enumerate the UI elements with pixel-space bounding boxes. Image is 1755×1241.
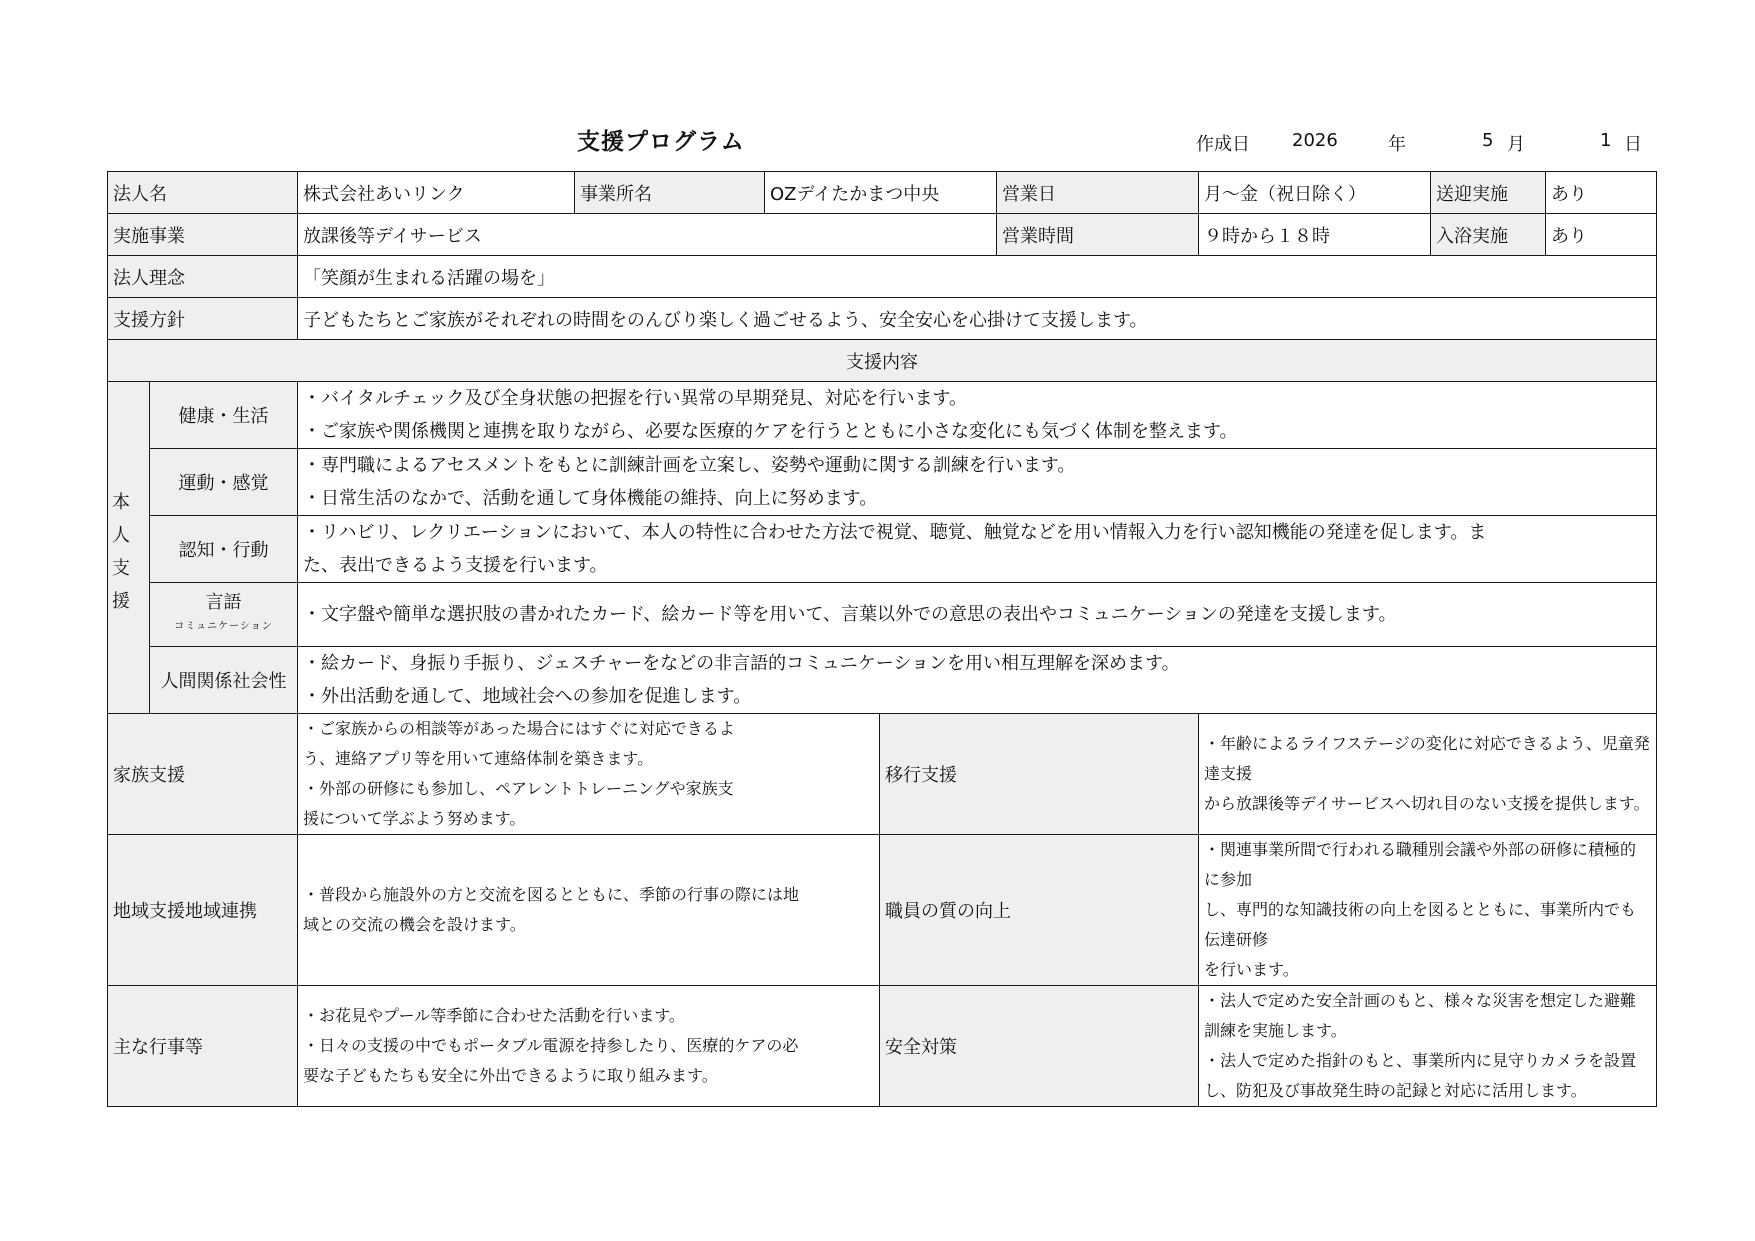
policy-label: 支援方針 xyxy=(108,298,298,340)
motor-sensory-label: 運動・感覚 xyxy=(150,449,298,516)
main-events-label: 主な行事等 xyxy=(108,986,298,1107)
philosophy-value: 「笑顔が生まれる活躍の場を」 xyxy=(298,256,1657,298)
transport-label: 送迎実施 xyxy=(1431,172,1546,214)
corp-name-label: 法人名 xyxy=(108,172,298,214)
support-program-table xyxy=(107,171,1657,1107)
content-heading: 支援内容 xyxy=(108,340,1657,382)
communication-sublabel: コミュニケーション xyxy=(174,620,273,632)
safety-measures-label: 安全対策 xyxy=(880,986,1199,1107)
service-value: 放課後等デイサービス xyxy=(298,214,997,256)
transport-value: あり xyxy=(1546,172,1657,214)
main-events-content: ・お花見やプール等季節に合わせた活動を行います。 ・日々の支援の中でもポータブル電源を持参したり、医療的ケアの必 要な子どもたちも安全に外出できるように取り組みます。 xyxy=(298,986,880,1107)
header-row-1 xyxy=(108,172,1657,214)
date-label: 作成日 xyxy=(1196,134,1250,155)
staff-quality-content: ・関連事業所間で行われる職種別会議や外部の研修に積極的に参加 し、専門的な知識技術の向上を図るとともに、事業所内でも伝達研修 を行います。 xyxy=(1199,835,1657,986)
personal-support-row xyxy=(108,516,1657,583)
philosophy-row xyxy=(108,256,1657,298)
family-support-label: 家族支援 xyxy=(108,714,298,835)
document-title: 支援プログラム xyxy=(577,129,745,155)
social-relations-label: 人間関係社会性 xyxy=(150,647,298,714)
hours-label: 営業時間 xyxy=(997,214,1199,256)
motor-sensory-content: ・専門職によるアセスメントをもとに訓練計画を立案し、姿勢や運動に関する訓練を行います。 ・日常生活のなかで、活動を通して身体機能の維持、向上に努めます。 xyxy=(298,449,1657,516)
content-heading-row xyxy=(108,340,1657,382)
policy-row xyxy=(108,298,1657,340)
hours-value: ９時から１８時 xyxy=(1199,214,1431,256)
date-year-unit: 年 xyxy=(1388,134,1406,155)
bottom-row xyxy=(108,986,1657,1107)
business-days-label: 営業日 xyxy=(997,172,1199,214)
language-communication-content: ・文字盤や簡単な選択肢の書かれたカード、絵カード等を用いて、言葉以外での意思の表出やコミュニケーションの発達を支援します。 xyxy=(298,583,1657,647)
date-month-unit: 月 xyxy=(1507,134,1525,155)
transition-support-content: ・年齢によるライフステージの変化に対応できるよう、児童発達支援 から放課後等デイサービスへ切れ目のない支援を提供します。 xyxy=(1199,714,1657,835)
bottom-row xyxy=(108,835,1657,986)
personal-support-label: 本 人 支 援 xyxy=(108,382,150,714)
date-year: 2026 xyxy=(1292,130,1338,151)
social-relations-content: ・絵カード、身振り手振り、ジェスチャーをなどの非言語的コミュニケーションを用い相互理解を深めます。 ・外出活動を通して、地域社会への参加を促進します。 xyxy=(298,647,1657,714)
philosophy-label: 法人理念 xyxy=(108,256,298,298)
personal-support-row xyxy=(108,583,1657,647)
office-label: 事業所名 xyxy=(575,172,765,214)
bottom-row xyxy=(108,714,1657,835)
cognition-behavior-content: ・リハビリ、レクリエーションにおいて、本人の特性に合わせた方法で視覚、聴覚、触覚などを用い情報入力を行い認知機能の発達を促します。ま た、表出できるよう支援を行います。 xyxy=(298,516,1657,583)
language-communication-label: 言語 コミュニケーション xyxy=(150,583,298,647)
date-day-unit: 日 xyxy=(1624,134,1642,155)
bath-label: 入浴実施 xyxy=(1431,214,1546,256)
bath-value: あり xyxy=(1546,214,1657,256)
office-value: OZデイたかまつ中央 xyxy=(765,172,997,214)
policy-value: 子どもたちとご家族がそれぞれの時間をのんびり楽しく過ごせるよう、安全安心を心掛けて支援します。 xyxy=(298,298,1657,340)
staff-quality-label: 職員の質の向上 xyxy=(880,835,1199,986)
health-life-content: ・バイタルチェック及び全身状態の把握を行い異常の早期発見、対応を行います。 ・ご家族や関係機関と連携を取りながら、必要な医療的ケアを行うとともに小さな変化にも気づく体制を整えます。 xyxy=(298,382,1657,449)
business-days-value: 月～金（祝日除く） xyxy=(1199,172,1431,214)
health-life-label: 健康・生活 xyxy=(150,382,298,449)
safety-measures-content: ・法人で定めた安全計画のもと、様々な災害を想定した避難 訓練を実施します。 ・法人で定めた指針のもと、事業所内に見守りカメラを設置 し、防犯及び事故発生時の記録と対応に活用します。 xyxy=(1199,986,1657,1107)
personal-support-row xyxy=(108,647,1657,714)
corp-name-value: 株式会社あいリンク xyxy=(298,172,575,214)
service-label: 実施事業 xyxy=(108,214,298,256)
community-support-label: 地域支援地域連携 xyxy=(108,835,298,986)
personal-support-row xyxy=(108,382,1657,449)
personal-support-row xyxy=(108,449,1657,516)
cognition-behavior-label: 認知・行動 xyxy=(150,516,298,583)
transition-support-label: 移行支援 xyxy=(880,714,1199,835)
community-support-content: ・普段から施設外の方と交流を図るとともに、季節の行事の際には地 域との交流の機会を設けます。 xyxy=(298,835,880,986)
family-support-content: ・ご家族からの相談等があった場合にはすぐに対応できるよ う、連絡アプリ等を用いて連絡体制を築きます。 ・外部の研修にも参加し、ペアレントトレーニングや家族支 援について学ぶよう努めます。 xyxy=(298,714,880,835)
date-month: 5 xyxy=(1482,130,1494,151)
date-day: 1 xyxy=(1600,130,1612,151)
header-row-2 xyxy=(108,214,1657,256)
